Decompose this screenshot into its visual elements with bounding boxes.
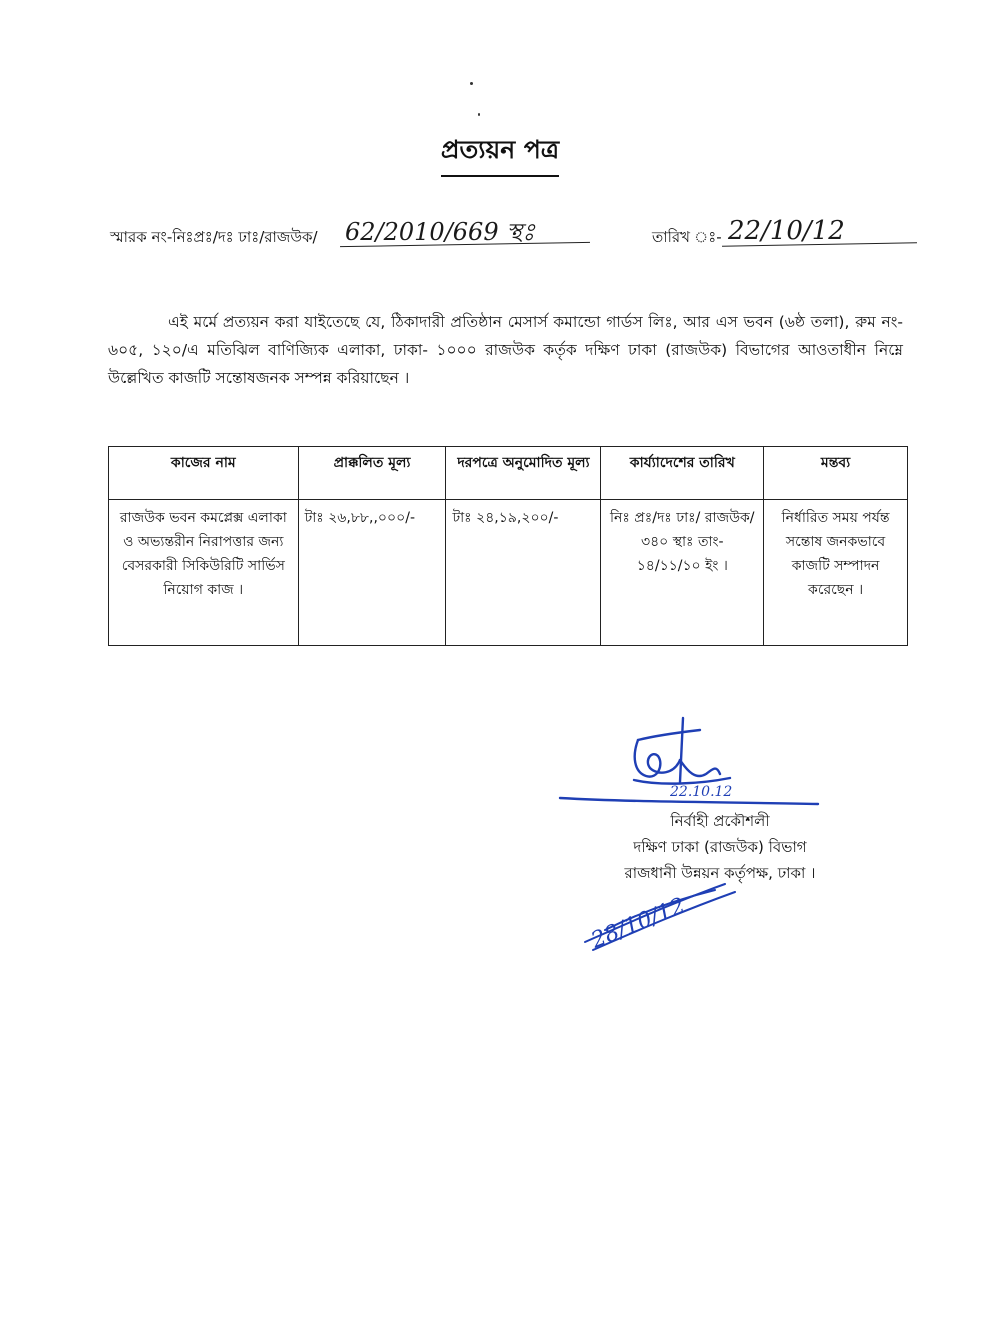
- work-table: [108, 446, 908, 646]
- page-title: প্রত্যয়ন পত্র: [0, 130, 1000, 177]
- initial-mark: [565, 870, 765, 960]
- memo-number-handwritten: 62/2010/669 স্থঃ: [345, 218, 535, 246]
- column-header-remarks: মন্তব্য: [764, 447, 908, 500]
- scan-speck: [470, 82, 473, 85]
- column-header-approved-value: দরপত্রে অনুমোদিত মূল্য: [446, 447, 601, 500]
- scan-speck: [478, 113, 480, 116]
- memo-number-label: স্মারক নং-নিঃপ্রঃ/দঃ ঢাঃ/রাজউক/: [110, 228, 318, 246]
- cell-estimated-value: টাঃ ২৬,৮৮,,০০০/-: [298, 500, 446, 646]
- initial-date: 28/10/12: [587, 893, 689, 954]
- signature-mark: [550, 710, 840, 820]
- cell-order-date: নিঃ প্রঃ/দঃ ঢাঃ/ রাজউক/৩৪০ স্থাঃ তাং- ১৪/১১/১০ ইং ।: [601, 500, 764, 646]
- date-label: তারিখ ঃ-: [652, 228, 722, 246]
- signature-date: 22.10.12: [670, 784, 733, 800]
- column-header-estimated-value: প্রাক্কলিত মূল্য: [298, 447, 446, 500]
- column-header-order-date: কার্য্যাদেশের তারিখ: [601, 447, 764, 500]
- certification-paragraph: এই মর্মে প্রত্যয়ন করা যাইতেছে যে, ঠিকাদারী প্রতিষ্ঠান মেসার্স কমান্ডো গার্ডস লিঃ, আর এস ভবন (৬ষ্ঠ তলা), রুম নং- ৬০৫, ১২০/এ মতিঝিল বাণিজ্যিক এলাকা, ঢাকা- ১০০০ রাজউক কর্তৃক দক্ষিণ ঢাকা (রাজউক) বিভাগের আওতাধীন নিম্নে উল্লেখিত কাজটি সন্তোষজনক সম্পন্ন করিয়াছেন ।: [108, 313, 903, 387]
- date-handwritten: 22/10/12: [728, 216, 845, 246]
- column-header-work-name: কাজের নাম: [109, 447, 299, 500]
- signatory-organization: রাজধানী উন্নয়ন কর্তৃপক্ষ, ঢাকা ।: [624, 864, 816, 882]
- table-header-row: [109, 447, 908, 500]
- cell-approved-value: টাঃ ২৪,১৯,২০০/-: [446, 500, 601, 646]
- table-row: [109, 500, 908, 646]
- cell-remarks: নির্ধারিত সময় পর্যন্ত সন্তোষ জনকভাবে কাজটি সম্পাদন করেছেন ।: [764, 500, 908, 646]
- cell-work-name: রাজউক ভবন কমপ্লেক্স এলাকা ও অভ্যন্তরীন নিরাপত্তার জন্য বেসরকারী সিকিউরিটি সার্ভিস নিয়োগ কাজ ।: [109, 500, 299, 646]
- signatory-division: দক্ষিণ ঢাকা (রাজউক) বিভাগ: [633, 838, 807, 856]
- signatory-designation: নির্বাহী প্রকৌশলী: [670, 812, 770, 830]
